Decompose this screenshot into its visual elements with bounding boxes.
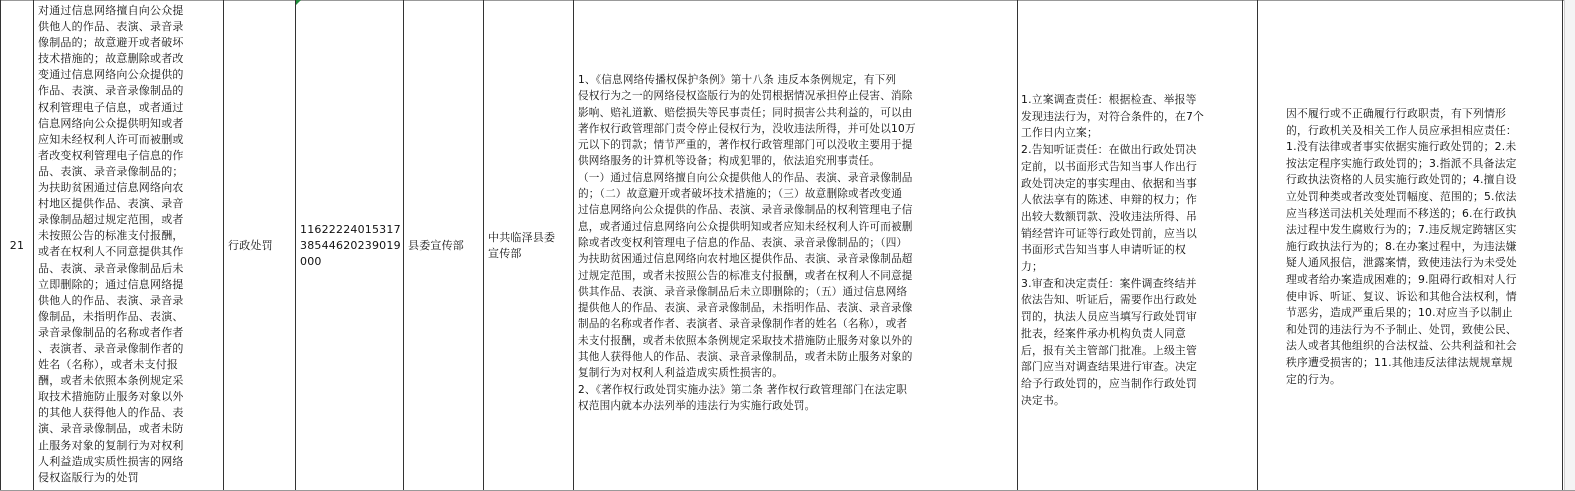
department-cell[interactable] <box>404 0 484 491</box>
matter-name-cell[interactable] <box>34 0 224 491</box>
row-number: 21 <box>9 238 25 252</box>
category-cell[interactable] <box>224 0 296 491</box>
implementer-text: 中共临泽县委 宣传部 <box>488 230 556 260</box>
responsibility-text: 1.立案调查责任：根据检查、举报等 发现违法行为，对符合条件的，在7个 工作日内立案； 2.告知听证责任：在做出行政处罚决 定前，以书面形式告知当事人作出行 政处罚决定的事实理由、依据和当事 人依法享有的陈述、申辩的权力；作 出较大数额罚款、没收违法所得、吊 销经营许可证等行政处罚前，应当以 书面形式告知当事人申请听证的权 力； 3.审查和决定责任：案件调查终结并 依法告知、听证后，需要作出行政处 罚的，执法人员应当填写行政处罚审 批表，经案件承办机构负责人同意 后，报有关主管部门批准。上级主管 部门应当对调查结果进行审查。决定 给予行政处罚的，应当制作行政处罚 决定书。 <box>1021 93 1205 407</box>
accountability-cell[interactable] <box>1258 0 1563 491</box>
code-text: 11622224015317 38544620239019 000 <box>300 222 401 268</box>
responsibility-cell[interactable] <box>1018 0 1258 491</box>
row-number-cell[interactable] <box>0 0 34 491</box>
matter-name-text: 对通过信息网络擅自向公众提 供他人的作品、表演、录音录 像制品的；故意避开或者破坏 技术措施的；故意删除或者改 变通过信息网络向公众提供的 作品、表演、录音录像制品的 权利管理电子信息，或者通过 信息网络向公众提供明知或者 应知未经权利人许可而被删或 者改变权利管理电子信息的作 品、表演、录音录像制品的； 为扶助贫困通过信息网络向农 村地区提供作品、表演、录音 录像制品超过规定范围，或者 未按照公告的标准支付报酬， 或者在权利人不同意提供其作 品、表演、录音录像制品后未 立即删除的；通过信息网络提 供他人的作品、表演、录音录 像制品，未指明作品、表演、 录音录像制品的名称或者作者 、表演者、录音录像制作者的 姓名（名称），或者未支付报 酬，或者未依照本条例规定采 取技术措施防止服务对象以外 的其他人获得他人的作品、表 演、录音录像制品，或者未防 止服务对象的复制行为对权利 人利益造成实质性损害的网络 侵权盗版行为的处罚 <box>38 4 184 484</box>
comment-indicator-icon <box>296 0 301 5</box>
legal-basis-cell[interactable] <box>574 0 1018 491</box>
category-text: 行政处罚 <box>228 238 273 252</box>
scrollbar-edge[interactable] <box>1564 0 1575 491</box>
code-cell[interactable] <box>296 0 404 491</box>
legal-basis-text: 1、《信息网络传播权保护条例》第十八条 违反本条例规定，有下列 侵权行为之一的网络侵权盗版行为的处罚根据情况承担停止侵害、消除 影响、赔礼道歉、赔偿损失等民事责任；同时损害公共利益的，可以由 著作权行政管理部门责令停止侵权行为，没收违法所得，并可处以10万 元以下的罚款；情节严重的，著作权行政管理部门可以没收主要用于提 供网络服务的计算机等设备；构成犯罪的，依法追究刑事责任。 （一）通过信息网络擅自向公众提供他人的作品、表演、录音录像制品 的；（二）故意避开或者破坏技术措施的；（三）故意删除或者改变通 过信息网络向公众提供的作品、表演、录音录像制品的权利管理电子信 息，或者通过信息网络向公众提供明知或者应知未经权利人许可而被删 除或者改变权利管理电子信息的作品、表演、录音录像制品的；（四） 为扶助贫困通过信息网络向农村地区提供作品、表演、录音录像制品超 过规定范围，或者未按照公告的标准支付报酬，或者在权利人不同意提 供其作品、表演、录音录像制品后未立即删除的；（五）通过信息网络 提供他人的作品、表演、录音录像制品，未指明作品、表演、录音录像 制品的名称或者作者、表演者、录音录像制作者的姓名（名称），或者 未支付报酬，或者未依照本条例规定采取技术措施防止服务对象以外的 其他人获得他人的作品、表演、录音录像制品，或者未防止服务对象的 复制行为对权利人利益造成实质性损害的。 2、《著作权行政处罚实施办法》第二条 著作权行政管理部门在法定职 权范围内就本办法列举的违法行为实施行政处罚。 <box>578 74 916 412</box>
implementer-cell[interactable] <box>484 0 574 491</box>
department-text: 县委宣传部 <box>408 238 464 252</box>
accountability-text: 因不履行或不正确履行行政职责，有下列情形 的，行政机关及相关工作人员应承担相应责任： 1.没有法律或者事实依据实施行政处罚的；2.未 按法定程序实施行政处罚的；3.指派不具备法定 行政执法资格的人员实施行政处罚的；4.擅自设 立处罚种类或者改变处罚幅度、范围的；5.依法 应当移送司法机关处理而不移送的；6.在行政执 法过程中发生腐败行为的；7.违反规定跨辖区实 施行政执法行为的；8.在办案过程中，为违法嫌 疑人通风报信，泄露案情，致使违法行为未受处 理或者给办案造成困难的；9.阻碍行政相对人行 使申诉、听证、复议、诉讼和其他合法权利，情 节恶劣，造成严重后果的；10.对应当予以制止 和处罚的违法行为不予制止、处罚，致使公民、 法人或者其他组织的合法权益、公共利益和社会 秩序遭受损害的；11.其他违反法律法规规章规 定的行为。 <box>1286 107 1517 386</box>
